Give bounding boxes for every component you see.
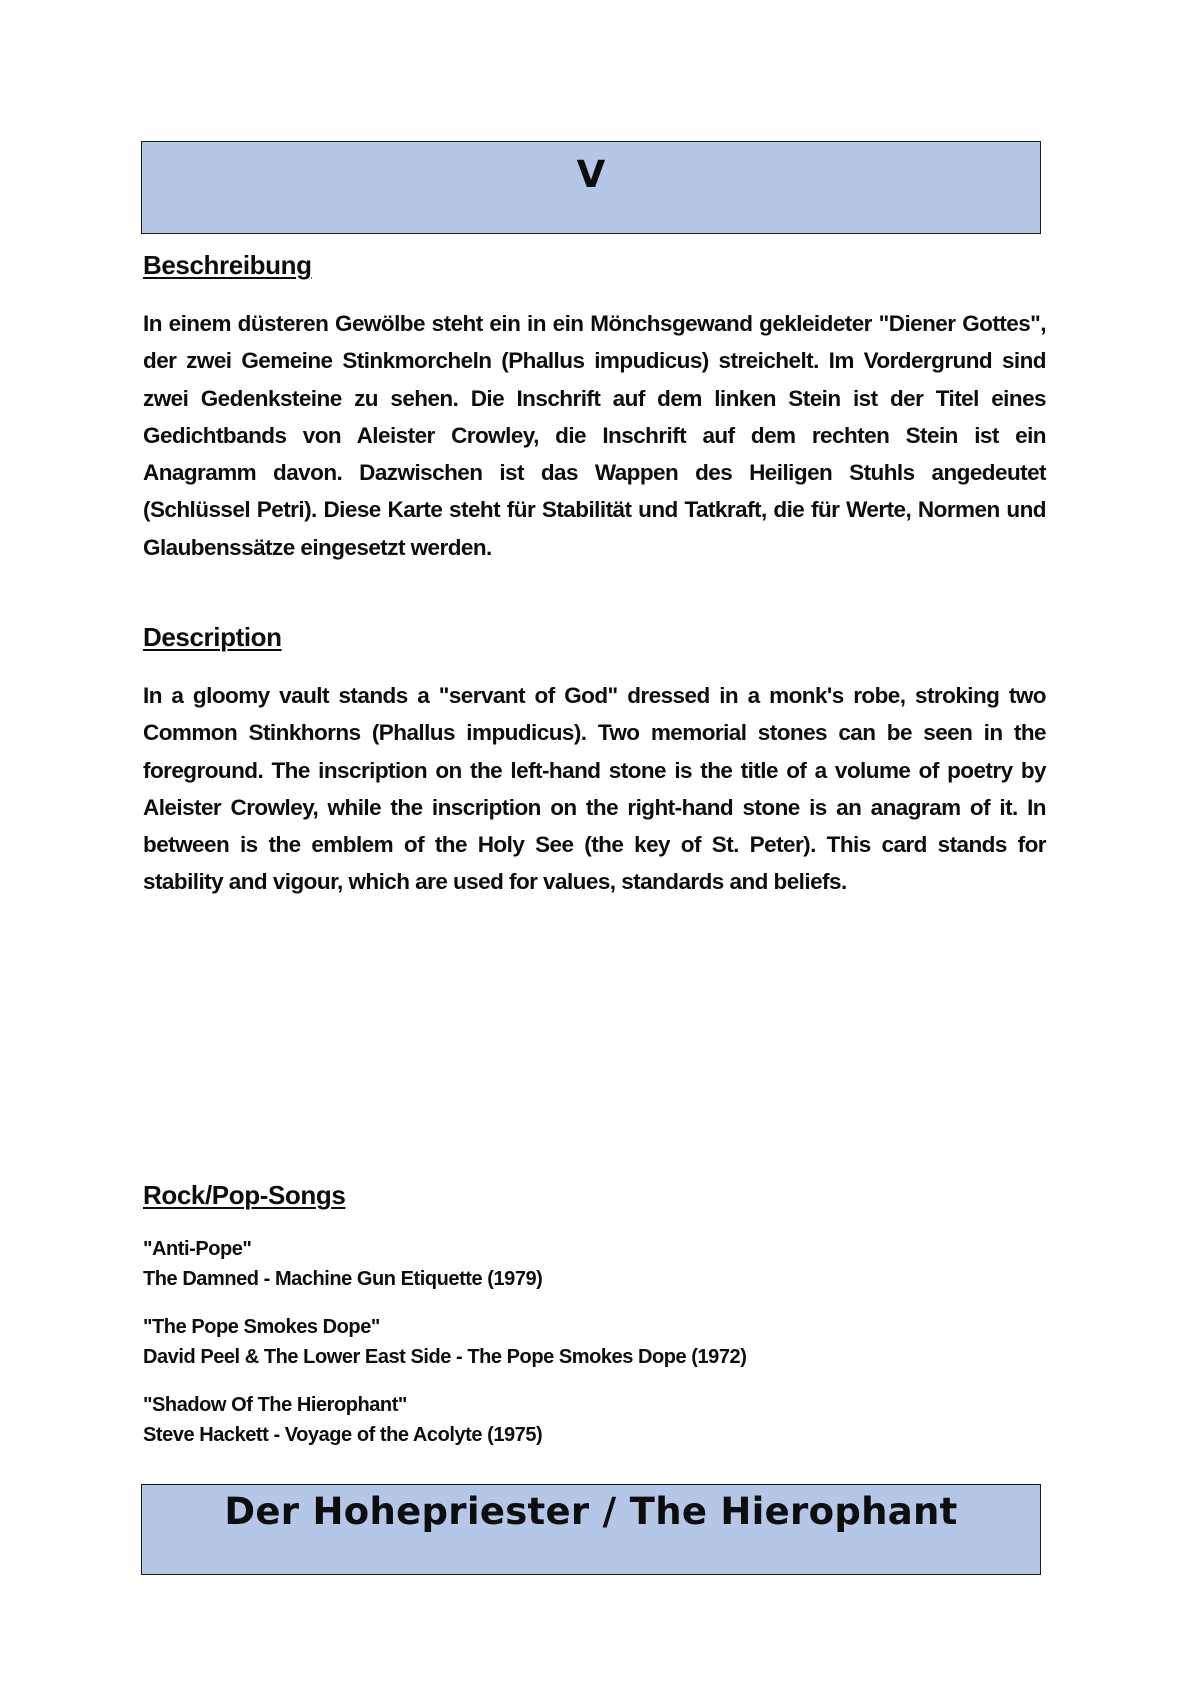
song-title: "The Pope Smokes Dope" bbox=[143, 1316, 380, 1338]
song-item bbox=[143, 1391, 746, 1450]
card-name-box bbox=[141, 1484, 1041, 1575]
song-list bbox=[143, 1235, 746, 1469]
song-item bbox=[143, 1235, 746, 1294]
song-source: David Peel & The Lower East Side - The Pope Smokes Dope (1972) bbox=[143, 1345, 747, 1368]
card-numeral: V bbox=[576, 153, 606, 196]
song-item bbox=[143, 1313, 746, 1372]
english-description: In a gloomy vault stands a "servant of God" dressed in a monk's robe, stroking two Common Stinkhorns (Phallus impudicus). Two memorial stones can be seen in the foreground. The inscription on the left-hand stone is the title of a volume of poetry by Aleister Crowley, while the inscription on the right-hand stone is an anagram of it. In between is the emblem of the Holy See (the key of St. Peter). This card stands for stability and vigour, which are used for values, standards and beliefs. bbox=[143, 683, 1046, 895]
songs-heading: Rock/Pop-Songs bbox=[143, 1180, 346, 1210]
song-source: Steve Hackett - Voyage of the Acolyte (1975) bbox=[143, 1423, 543, 1446]
song-title: "Shadow Of The Hierophant" bbox=[143, 1394, 407, 1416]
song-source: The Damned - Machine Gun Etiquette (1979) bbox=[143, 1267, 543, 1290]
card-name: Der Hohepriester / The Hierophant bbox=[224, 1490, 958, 1533]
english-heading: Description bbox=[143, 622, 282, 652]
song-title: "Anti-Pope" bbox=[143, 1238, 252, 1260]
german-description: In einem düsteren Gewölbe steht ein in ein Mönchsgewand gekleideter "Diener Gottes", der zwei Gemeine Stinkmorcheln (Phallus impudicus) streichelt. Im Vordergrund sind zwei Gedenksteine zu sehen. Die Inschrift auf dem linken Stein ist der Titel eines Gedichtbands von Aleister Crowley, die Inschrift auf dem rechten Stein ist ein Anagramm davon. Dazwischen ist das Wappen des Heiligen Stuhls angedeutet (Schlüssel Petri). Diese Karte steht für Stabilität und Tatkraft, die für Werte, Normen und Glaubenssätze eingesetzt werden. bbox=[143, 311, 1046, 560]
card-number-box bbox=[141, 141, 1041, 234]
german-heading: Beschreibung bbox=[143, 250, 312, 280]
